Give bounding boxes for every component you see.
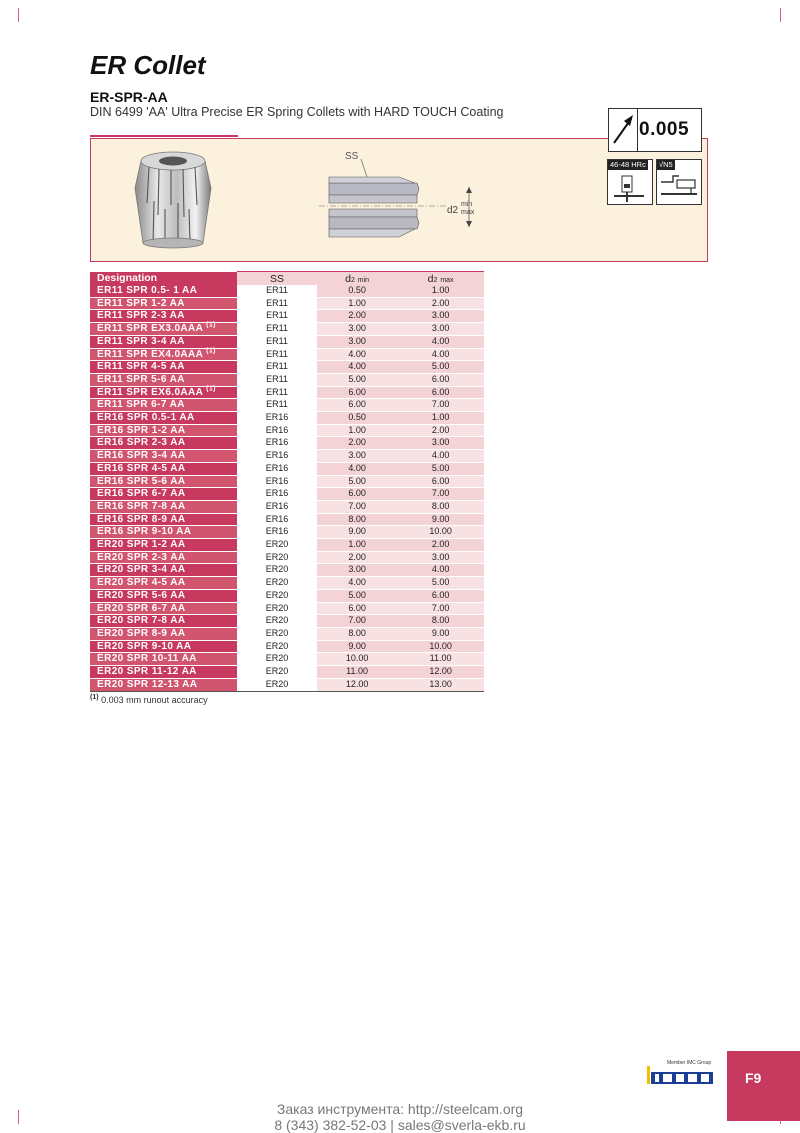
designation-cell: ER16 SPR 9-10 AA xyxy=(90,526,237,539)
runout-arrow-icon xyxy=(609,109,637,151)
page-title: ER Collet xyxy=(90,50,206,80)
ss-cell: ER16 xyxy=(237,500,317,513)
d2-min-cell: 3.00 xyxy=(317,564,397,577)
ss-cell: ER16 xyxy=(237,526,317,539)
ss-cell: ER11 xyxy=(237,310,317,323)
table-row xyxy=(90,678,484,691)
d2-min-cell: 3.00 xyxy=(317,335,397,348)
ss-cell: ER16 xyxy=(237,462,317,475)
collet-photo xyxy=(123,143,223,253)
ss-cell: ER16 xyxy=(237,475,317,488)
table-row xyxy=(90,475,484,488)
d2-max-cell: 3.00 xyxy=(397,323,484,336)
table-row xyxy=(90,653,484,666)
d2-max-cell: 13.00 xyxy=(397,678,484,691)
d2-min-cell: 0.50 xyxy=(317,285,397,297)
hardness-label: 46-48 HRc xyxy=(610,160,646,169)
d2-max-cell: 1.00 xyxy=(397,285,484,297)
product-description: DIN 6499 'AA' Ultra Precise ER Spring Collets with HARD TOUCH Coating xyxy=(90,105,504,119)
d2-min-cell: 8.00 xyxy=(317,627,397,640)
table-row xyxy=(90,500,484,513)
ss-cell: ER20 xyxy=(237,678,317,691)
table-row xyxy=(90,450,484,463)
table-row xyxy=(90,577,484,590)
d2-min-cell: 2.00 xyxy=(317,437,397,450)
surface-finish-badge xyxy=(656,159,702,205)
ss-cell: ER11 xyxy=(237,323,317,336)
table-row xyxy=(90,488,484,501)
designation-cell: ER16 SPR 4-5 AA xyxy=(90,462,237,475)
runout-precision-box xyxy=(608,108,702,152)
d2-min-cell: 11.00 xyxy=(317,666,397,679)
designation-cell: ER11 SPR EX4.0AAA $^{(1)}$ xyxy=(90,348,237,361)
designation-cell: ER16 SPR 7-8 AA xyxy=(90,500,237,513)
ss-cell: ER20 xyxy=(237,653,317,666)
finish-value: N5 xyxy=(663,160,673,169)
d2-max-cell: 3.00 xyxy=(397,437,484,450)
footnote-text: 0.003 mm runout accuracy xyxy=(101,695,208,705)
contact-order-line: Заказ инструмента: http://steelcam.org xyxy=(276,1101,524,1117)
designation-cell: ER20 SPR 5-6 AA xyxy=(90,589,237,602)
designation-cell: ER16 SPR 3-4 AA xyxy=(90,450,237,463)
ss-cell: ER20 xyxy=(237,539,317,552)
d2-max-cell: 2.00 xyxy=(397,424,484,437)
designation-cell: ER20 SPR 2-3 AA xyxy=(90,551,237,564)
contact-phone-email-line: 8 (343) 382-52-03 | sales@sverla-ekb.ru xyxy=(274,1117,526,1133)
designation-cell: ER11 SPR 2-3 AA xyxy=(90,310,237,323)
d2-max-cell: 3.00 xyxy=(397,551,484,564)
d2-max-cell: 4.00 xyxy=(397,450,484,463)
designation-cell: ER20 SPR 9-10 AA xyxy=(90,640,237,653)
precision-divider xyxy=(637,109,638,151)
ss-cell: ER20 xyxy=(237,577,317,590)
d2-max-cell: 4.00 xyxy=(397,335,484,348)
designation-cell: ER20 SPR 11-12 AA xyxy=(90,666,237,679)
d2-max-cell: 7.00 xyxy=(397,399,484,412)
runout-value: 0.005 xyxy=(639,119,690,140)
table-row xyxy=(90,399,484,412)
d2-min-cell: 2.00 xyxy=(317,310,397,323)
d2-max-cell: 4.00 xyxy=(397,348,484,361)
ss-cell: ER16 xyxy=(237,450,317,463)
designation-cell: ER20 SPR 6-7 AA xyxy=(90,602,237,615)
d2-min-cell: 1.00 xyxy=(317,297,397,310)
d2-max-cell: 7.00 xyxy=(397,488,484,501)
table-row xyxy=(90,386,484,399)
d2-min-max xyxy=(461,201,474,217)
d2-min-cell: 12.00 xyxy=(317,678,397,691)
table-header-row xyxy=(90,272,484,286)
d2-max-cell: 2.00 xyxy=(397,539,484,552)
table-row xyxy=(90,310,484,323)
page-number: F9 xyxy=(745,1070,762,1086)
designation-cell: ER20 SPR 8-9 AA xyxy=(90,627,237,640)
ss-cell: ER16 xyxy=(237,424,317,437)
d2-max-cell: 6.00 xyxy=(397,589,484,602)
footnote xyxy=(90,694,208,705)
table-row xyxy=(90,513,484,526)
table-row xyxy=(90,589,484,602)
footnote-ref: (1) xyxy=(206,385,216,393)
ss-label: SS xyxy=(345,151,359,162)
designation-cell: ER16 SPR 2-3 AA xyxy=(90,437,237,450)
designation-cell: ER20 SPR 7-8 AA xyxy=(90,615,237,628)
table-row xyxy=(90,437,484,450)
table-row xyxy=(90,297,484,310)
designation-cell: ER11 SPR 6-7 AA xyxy=(90,399,237,412)
ss-cell: ER11 xyxy=(237,373,317,386)
designation-cell: ER16 SPR 5-6 AA xyxy=(90,475,237,488)
table-row xyxy=(90,602,484,615)
table-row xyxy=(90,462,484,475)
table-row xyxy=(90,361,484,374)
ss-cell: ER20 xyxy=(237,640,317,653)
table-row xyxy=(90,526,484,539)
designation-cell: ER11 SPR 0.5- 1 AA xyxy=(90,285,237,297)
d2-max-cell: 8.00 xyxy=(397,500,484,513)
ss-cell: ER11 xyxy=(237,348,317,361)
col-d2-max: d2 max xyxy=(397,272,484,286)
clamping-icon xyxy=(657,170,701,204)
d2-max-cell: 6.00 xyxy=(397,475,484,488)
ss-cell: ER11 xyxy=(237,386,317,399)
hardness-icon xyxy=(608,170,652,204)
designation-cell: ER11 SPR 4-5 AA xyxy=(90,361,237,374)
ss-cell: ER20 xyxy=(237,602,317,615)
col-d2-min: d2 min xyxy=(317,272,397,286)
d2-min-cell: 1.00 xyxy=(317,539,397,552)
designation-cell: ER16 SPR 0.5-1 AA xyxy=(90,412,237,425)
table-row xyxy=(90,412,484,425)
min-label: min xyxy=(461,201,473,208)
d2-min-cell: 6.00 xyxy=(317,399,397,412)
table-row xyxy=(90,348,484,361)
ss-cell: ER20 xyxy=(237,589,317,602)
designation-cell: ER20 SPR 1-2 AA xyxy=(90,539,237,552)
ss-cell: ER11 xyxy=(237,361,317,374)
designation-cell: ER20 SPR 4-5 AA xyxy=(90,577,237,590)
iscar-logo xyxy=(645,1060,715,1088)
d2-max-cell: 9.00 xyxy=(397,627,484,640)
collet-spec-table xyxy=(90,271,484,692)
designation-cell: ER11 SPR EX6.0AAA $^{(1)}$ xyxy=(90,386,237,399)
finish-label: √N5 xyxy=(659,160,673,169)
table-row xyxy=(90,615,484,628)
d2-max-cell: 7.00 xyxy=(397,602,484,615)
d2-max-cell: 6.00 xyxy=(397,373,484,386)
d2-text: d2 xyxy=(447,205,459,216)
d2-min-cell: 4.00 xyxy=(317,361,397,374)
d2-max-cell: 3.00 xyxy=(397,310,484,323)
d2-min-cell: 9.00 xyxy=(317,526,397,539)
d2-max-cell: 5.00 xyxy=(397,462,484,475)
d2-min-cell: 6.00 xyxy=(317,488,397,501)
table-row xyxy=(90,666,484,679)
title-underline xyxy=(90,135,238,137)
max-label: max xyxy=(461,209,475,216)
d2-max-cell: 10.00 xyxy=(397,526,484,539)
designation-cell: ER20 SPR 3-4 AA xyxy=(90,564,237,577)
d2-max-cell: 11.00 xyxy=(397,653,484,666)
table-row xyxy=(90,335,484,348)
collet-section-diagram xyxy=(319,157,519,257)
footnote-mark: (1) xyxy=(90,694,99,701)
d2-min-cell: 10.00 xyxy=(317,653,397,666)
ss-cell: ER11 xyxy=(237,399,317,412)
ss-cell: ER20 xyxy=(237,564,317,577)
footnote-ref: (1) xyxy=(206,347,216,355)
ss-cell: ER11 xyxy=(237,297,317,310)
footnote-ref: (1) xyxy=(206,321,216,329)
product-illustration-panel xyxy=(90,138,708,262)
d2-min-cell: 6.00 xyxy=(317,386,397,399)
ss-cell: ER20 xyxy=(237,615,317,628)
d2-max-cell: 12.00 xyxy=(397,666,484,679)
d2-min-cell: 4.00 xyxy=(317,348,397,361)
d2-min-cell: 6.00 xyxy=(317,602,397,615)
d2-max-cell: 8.00 xyxy=(397,615,484,628)
designation-cell: ER20 SPR 12-13 AA xyxy=(90,678,237,691)
d2-min-cell: 4.00 xyxy=(317,462,397,475)
d2-max-cell: 1.00 xyxy=(397,412,484,425)
d2-min-cell: 5.00 xyxy=(317,373,397,386)
d2-label xyxy=(447,205,458,216)
ss-cell: ER11 xyxy=(237,285,317,297)
col-designation: Designation xyxy=(90,272,237,286)
crop-mark xyxy=(780,8,781,22)
ss-cell: ER20 xyxy=(237,627,317,640)
ss-cell: ER16 xyxy=(237,437,317,450)
ss-cell: ER16 xyxy=(237,412,317,425)
ss-cell: ER20 xyxy=(237,551,317,564)
designation-cell: ER16 SPR 8-9 AA xyxy=(90,513,237,526)
iscar-logo-mark xyxy=(645,1066,715,1088)
table-row xyxy=(90,285,484,297)
d2-min-cell: 7.00 xyxy=(317,615,397,628)
designation-cell: ER11 SPR 1-2 AA xyxy=(90,297,237,310)
designation-cell: ER11 SPR EX3.0AAA $^{(1)}$ xyxy=(90,323,237,336)
table-row xyxy=(90,323,484,336)
d2-min-cell: 7.00 xyxy=(317,500,397,513)
table-row xyxy=(90,539,484,552)
designation-cell: ER16 SPR 1-2 AA xyxy=(90,424,237,437)
ss-cell: ER16 xyxy=(237,513,317,526)
d2-max-cell: 9.00 xyxy=(397,513,484,526)
hardness-badge xyxy=(607,159,653,205)
d2-min-cell: 5.00 xyxy=(317,475,397,488)
logo-group-text: Member IMC Group xyxy=(667,1060,712,1066)
crop-mark xyxy=(18,8,19,22)
d2-min-cell: 9.00 xyxy=(317,640,397,653)
designation-cell: ER11 SPR 3-4 AA xyxy=(90,335,237,348)
table-row xyxy=(90,564,484,577)
d2-min-cell: 2.00 xyxy=(317,551,397,564)
designation-cell: ER20 SPR 10-11 AA xyxy=(90,653,237,666)
d2-max-cell: 5.00 xyxy=(397,577,484,590)
d2-max-cell: 10.00 xyxy=(397,640,484,653)
table-row xyxy=(90,551,484,564)
ss-cell: ER16 xyxy=(237,488,317,501)
table-row xyxy=(90,424,484,437)
d2-max-cell: 4.00 xyxy=(397,564,484,577)
col-ss: SS xyxy=(237,272,317,286)
d2-min-cell: 4.00 xyxy=(317,577,397,590)
d2-min-cell: 3.00 xyxy=(317,450,397,463)
ss-cell: ER20 xyxy=(237,666,317,679)
ss-cell: ER11 xyxy=(237,335,317,348)
d2-min-cell: 3.00 xyxy=(317,323,397,336)
table-row xyxy=(90,640,484,653)
designation-cell: ER16 SPR 6-7 AA xyxy=(90,488,237,501)
designation-cell: ER11 SPR 5-6 AA xyxy=(90,373,237,386)
d2-min-cell: 0.50 xyxy=(317,412,397,425)
d2-min-cell: 1.00 xyxy=(317,424,397,437)
d2-min-cell: 5.00 xyxy=(317,589,397,602)
table-row xyxy=(90,373,484,386)
d2-max-cell: 5.00 xyxy=(397,361,484,374)
product-code: ER-SPR-AA xyxy=(90,89,168,105)
d2-max-cell: 6.00 xyxy=(397,386,484,399)
table-row xyxy=(90,627,484,640)
table-body xyxy=(90,285,484,691)
d2-max-cell: 2.00 xyxy=(397,297,484,310)
d2-min-cell: 8.00 xyxy=(317,513,397,526)
